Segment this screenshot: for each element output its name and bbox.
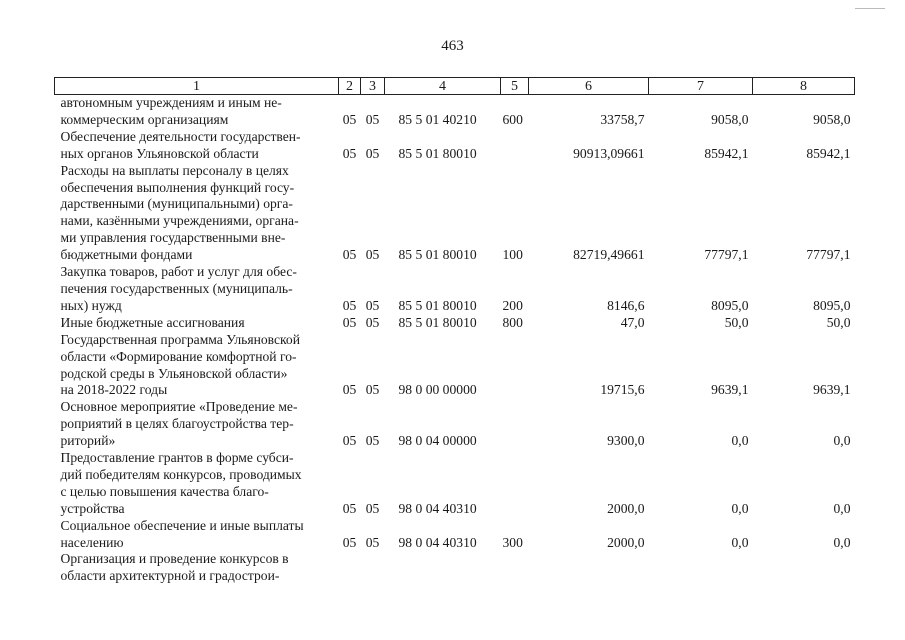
description-line: ми управления государственными вне- (60, 230, 286, 246)
amount-year-3: 0,0 (833, 433, 851, 449)
section-code: 05 (342, 111, 357, 127)
amount-year-2: 0,0 (731, 500, 749, 516)
column-header: 3 (361, 78, 385, 95)
amount-year-3: 77797,1 (806, 247, 851, 263)
column-header: 2 (339, 78, 361, 95)
expense-type-code (501, 399, 529, 450)
amount-year-3: 0,0 (833, 534, 851, 550)
table-row (55, 399, 855, 450)
amount-year-3: 8095,0 (813, 297, 851, 313)
description-line: Иные бюджетные ассигнования (60, 314, 245, 330)
amount-year-1: 47,0 (620, 314, 645, 330)
subsection-code: 05 (365, 500, 380, 516)
table-row (55, 315, 855, 332)
column-header: 8 (753, 78, 855, 95)
amount-year-2: 0,0 (731, 534, 749, 550)
row-description (55, 95, 339, 129)
table-row (55, 518, 855, 552)
target-article-code: 98 0 00 00000 (398, 382, 477, 398)
subsection-code: 05 (365, 145, 380, 161)
expense-type-code (501, 332, 529, 400)
target-article-code: 98 0 04 40310 (398, 534, 477, 550)
description-line: области «Формирование комфортной го- (60, 348, 297, 364)
subsection-code: 05 (365, 314, 380, 330)
table-row (55, 129, 855, 163)
page-number: 463 (441, 38, 464, 54)
section-code: 05 (342, 433, 357, 449)
description-line: Предоставление грантов в форме субси- (60, 450, 294, 466)
description-line: Обеспечение деятельности государствен- (60, 128, 301, 144)
column-header: 7 (649, 78, 753, 95)
subsection-code: 05 (365, 247, 380, 263)
subsection-code: 05 (365, 534, 380, 550)
description-line: ных) нужд (60, 297, 122, 313)
subsection-code: 05 (365, 297, 380, 313)
expense-type-code: 800 (502, 314, 523, 330)
expense-type-code: 100 (502, 247, 523, 263)
row-description (55, 450, 339, 518)
amount-year-1: 82719,49661 (573, 247, 645, 263)
amount-year-1: 2000,0 (607, 500, 645, 516)
amount-year-1: 90913,09661 (573, 145, 645, 161)
amount-year-2 (649, 551, 753, 585)
table-row (55, 163, 855, 264)
expense-type-code: 300 (502, 534, 523, 550)
amount-year-2: 85942,1 (704, 145, 749, 161)
table-row (55, 264, 855, 315)
row-description (55, 518, 339, 552)
description-line: Закупка товаров, работ и услуг для обес- (60, 264, 297, 280)
target-article-code: 85 5 01 80010 (398, 314, 477, 330)
description-line: печения государственных (муниципаль- (60, 280, 293, 296)
expense-type-code (501, 450, 529, 518)
target-article-code: 85 5 01 80010 (398, 297, 477, 313)
table-row (55, 551, 855, 585)
column-header: 4 (385, 78, 501, 95)
amount-year-3: 9639,1 (813, 382, 851, 398)
description-line: Социальное обеспечение и иные выплаты (60, 517, 304, 533)
section-code: 05 (342, 247, 357, 263)
row-description (55, 332, 339, 400)
target-article-code (385, 551, 501, 585)
row-description (55, 129, 339, 163)
amount-year-1: 9300,0 (607, 433, 645, 449)
description-line: дарственными (муниципальными) орга- (60, 196, 293, 212)
amount-year-2: 50,0 (724, 314, 749, 330)
description-line: нами, казёнными учреждениями, органа- (60, 213, 299, 229)
description-line: населению (60, 534, 124, 550)
table-row (55, 332, 855, 400)
description-line: коммерческим организациям (60, 111, 229, 127)
subsection-code: 05 (365, 433, 380, 449)
description-line: ных органов Ульяновской области (60, 145, 259, 161)
target-article-code: 85 5 01 40210 (398, 111, 477, 127)
row-description (55, 163, 339, 264)
section-code: 05 (342, 297, 357, 313)
row-description (55, 264, 339, 315)
target-article-code: 98 0 04 40310 (398, 500, 477, 516)
subsection-code (361, 551, 385, 585)
description-line: родской среды в Ульяновской области» (60, 365, 288, 381)
amount-year-2: 9639,1 (711, 382, 749, 398)
description-line: области архитектурной и градострои- (60, 568, 280, 584)
table-row (55, 450, 855, 518)
table-row (55, 95, 855, 129)
target-article-code: 98 0 04 00000 (398, 433, 477, 449)
expense-type-code: 600 (502, 111, 523, 127)
amount-year-1 (529, 551, 649, 585)
column-header: 5 (501, 78, 529, 95)
amount-year-2: 0,0 (731, 433, 749, 449)
table-header-row (55, 78, 855, 95)
row-description (55, 399, 339, 450)
section-code: 05 (342, 382, 357, 398)
expense-type-code: 200 (502, 297, 523, 313)
description-line: Расходы на выплаты персоналу в целях (60, 162, 289, 178)
amount-year-2: 77797,1 (704, 247, 749, 263)
description-line: устройства (60, 500, 125, 516)
subsection-code: 05 (365, 382, 380, 398)
description-line: Основное мероприятие «Проведение ме- (60, 399, 298, 415)
amount-year-1: 33758,7 (600, 111, 645, 127)
description-line: Государственная программа Ульяновской (60, 331, 300, 347)
section-code: 05 (342, 534, 357, 550)
amount-year-3: 85942,1 (806, 145, 851, 161)
description-line: бюджетными фондами (60, 247, 193, 263)
target-article-code: 85 5 01 80010 (398, 145, 477, 161)
description-line: риторий» (60, 433, 116, 449)
amount-year-3 (753, 551, 855, 585)
target-article-code: 85 5 01 80010 (398, 247, 477, 263)
description-line: дий победителям конкурсов, проводимых (60, 466, 302, 482)
amount-year-2: 9058,0 (711, 111, 749, 127)
amount-year-1: 8146,6 (607, 297, 645, 313)
description-line: автономным учреждениям и иным не- (60, 95, 282, 110)
expense-type-code (501, 551, 529, 585)
budget-table (54, 77, 855, 585)
scan-mark (855, 8, 885, 9)
amount-year-2: 8095,0 (711, 297, 749, 313)
amount-year-1: 2000,0 (607, 534, 645, 550)
amount-year-3: 9058,0 (813, 111, 851, 127)
description-line: Организация и проведение конкурсов в (60, 551, 289, 567)
description-line: на 2018-2022 годы (60, 382, 168, 398)
row-description (55, 315, 339, 332)
section-code: 05 (342, 500, 357, 516)
amount-year-3: 0,0 (833, 500, 851, 516)
section-code (339, 551, 361, 585)
expense-type-code (501, 129, 529, 163)
amount-year-3: 50,0 (826, 314, 851, 330)
column-header: 1 (55, 78, 339, 95)
description-line: роприятий в целях благоустройства тер- (60, 416, 294, 432)
column-header: 6 (529, 78, 649, 95)
row-description (55, 551, 339, 585)
description-line: обеспечения выполнения функций госу- (60, 179, 295, 195)
subsection-code: 05 (365, 111, 380, 127)
section-code: 05 (342, 145, 357, 161)
section-code: 05 (342, 314, 357, 330)
amount-year-1: 19715,6 (600, 382, 645, 398)
table-body (55, 95, 855, 586)
description-line: с целью повышения качества благо- (60, 483, 269, 499)
